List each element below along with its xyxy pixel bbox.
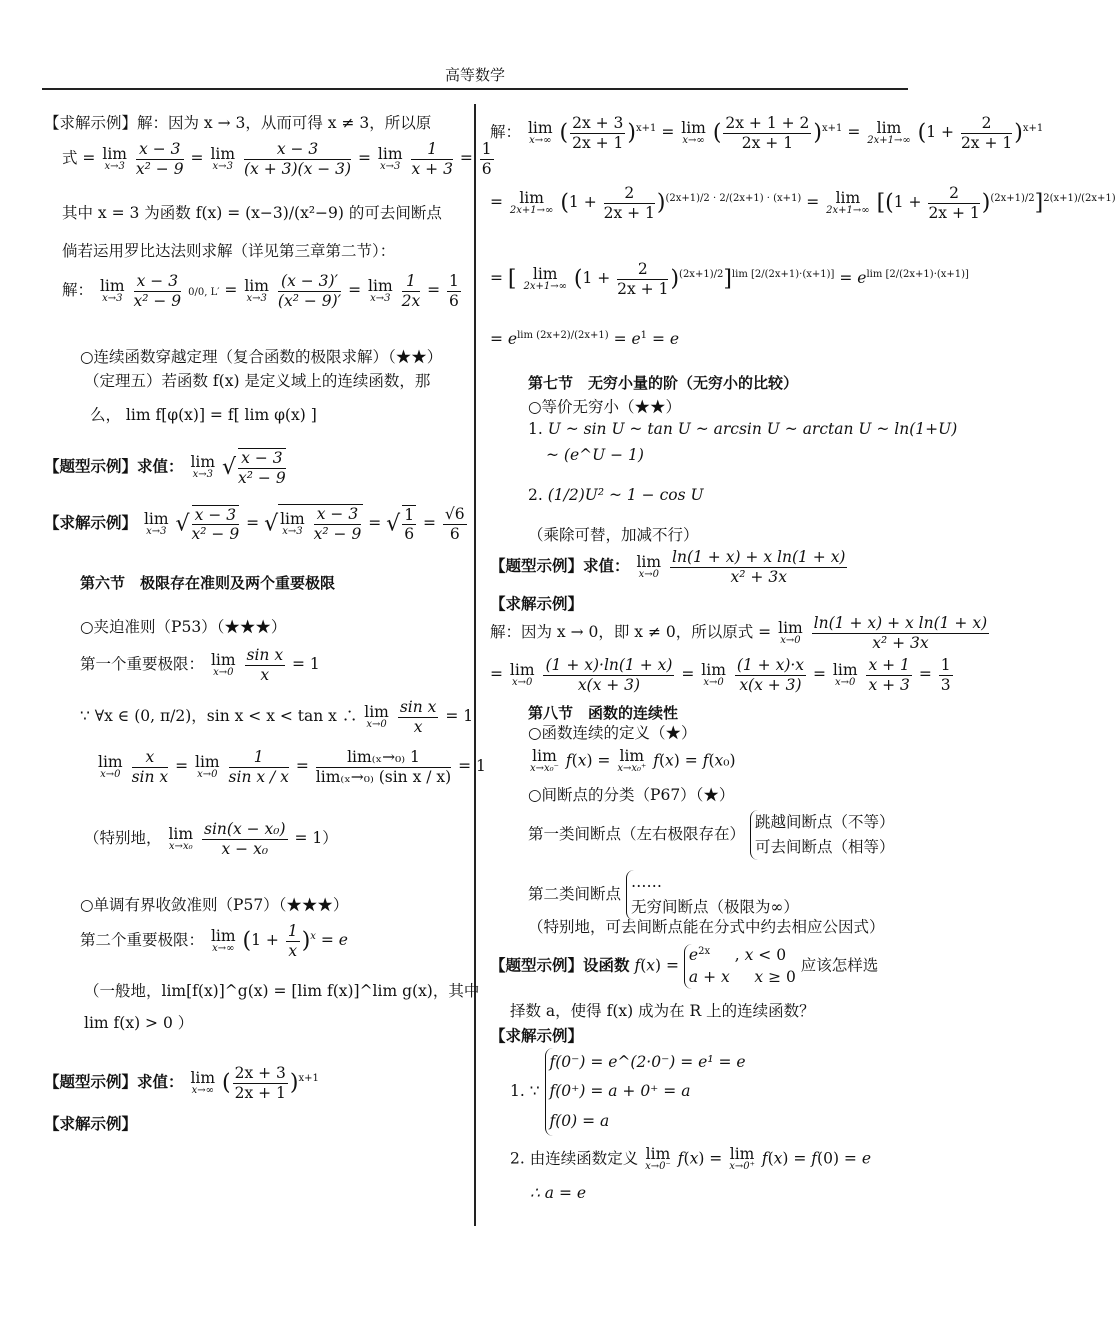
right-solution-label-2: 【求解示例】 [490, 1026, 584, 1045]
right-discontinuity-2: 第二类间断点 …… 无穷间断点（极限为∞） [528, 870, 799, 920]
right-solution-step-1: 1. ∵ f(0⁻) = e^(2·0⁻) = e¹ = e f(0⁺) = a + 0⁺ = a f(0) = a [510, 1048, 746, 1136]
left-line-16: ○单调有界收敛准则（P57）（★★★） [80, 896, 349, 914]
right-discontinuity-1: 第一类间断点（左右极限存在） 跳越间断点（不等） 可去间断点（相等） [528, 810, 894, 860]
right-formula-5: 解：因为 x → 0，即 x ≠ 0，所以原式 = lim x→0 $\frac{\text{ln(1 + x) + x ln(1 + x)}}{\text{x² + 3x}}$ [490, 614, 988, 652]
right-equiv-1: 1. U ~ sin U ~ tan U ~ arcsin U ~ arctan U ~ ln(1+U) [528, 420, 958, 438]
right-formula-1: 解： lim x→∞ ( $\frac{2x + 3}{2x + 1}$ )$^{x+1}$ = lim x→∞ ( $\frac{2x + 1 + 2}{2x + 1}$ )$^{x+1}$ = lim 2x+1→∞ (1 + $\frac{2}{2x + 1}$ )$^{x+1}$ [490, 114, 1044, 152]
left-formula-7: 第二个重要极限： lim x→∞ (1 + $\frac{1}{x}$ )$^x$ = e [80, 922, 348, 960]
column-divider [474, 104, 476, 1226]
left-formula-2: 解： lim x→3 $\frac{x - 3}{\text{x² − 9}}$ 0/0, L′ = lim x→3 $\frac{(x - 3)'}{\text{(x² − 9)′}}$ = lim x→3 $\frac{1}{2x}$ = $\frac{1}{6}$ [62, 272, 459, 310]
left-line-4: 倘若运用罗比达法则求解（详见第三章第二节）： [62, 242, 396, 260]
right-line-10: ○间断点的分类（P67）（★） [528, 786, 735, 804]
right-formula-3: = [ lim 2x+1→∞ (1 + $\frac{2}{2x + 1}$ )$^{(2x+1)/2}]^{lim [2/(2x+1)\cdot(x+1)]} = e^{lim [2/(2x+1)\cdot(x+1)]}$ [490, 260, 969, 298]
header-rule [42, 88, 908, 90]
right-formula-6: = lim x→0 $\frac{(1 + x)\cdot\ln(1 + x)}{x(x + 3)}$ = lim x→0 $\frac{(1 + x)\cdot x}{x(x + 3)}$ = lim x→0 $\frac{x + 1}{x + 3}$ = $\frac{1}{3}$ [490, 656, 951, 694]
left-line-8: 么， lim f[φ(x)] = f[ lim φ(x) ] [90, 406, 317, 424]
left-formula-1: 式 = lim x→3 $\frac{x - 3}{\text{x² − 9}}$ = lim x→3 $\frac{x - 3}{(x + 3)(x - 3)}$ = lim x→3 $\frac{1}{x + 3}$ = $\frac{1}{6}$ [62, 140, 492, 178]
left-formula-6: （特别地， lim x→x₀ $\frac{\text{sin(x − x₀)}}{\text{x − x₀}}$ = 1） [84, 820, 338, 858]
right-conclusion: ∴ a = e [530, 1184, 587, 1202]
right-line-9: ○函数连续的定义（★） [528, 724, 697, 742]
left-line-11: ○夹迫准则（P53）（★★★） [80, 618, 287, 636]
right-formula-2: = lim 2x+1→∞ (1 + $\frac{2}{2x + 1}$ )$^{(2x+1)/2 \cdot 2/(2x+1) \cdot (x+1)}$ = lim 2x+1→∞ [(1 + $\frac{2}{2x + 1}$ )$^{(2x+1)/2}$]$^{2(x+1)/(2x+1)}$ [490, 184, 1116, 222]
right-formula-4: = $e^{lim (2x+2)/(2x+1)} = e^1 = e$ [490, 330, 680, 349]
left-example-2: 【题型示例】求值： lim x→∞ ( $\frac{2x + 3}{2x + 1}$ )$^{x+1}$ [44, 1064, 319, 1102]
right-line-5: （乘除可替，加减不行） [528, 526, 699, 544]
section-7-title: 第七节 无穷小量的阶（无穷小的比较） [528, 374, 799, 392]
left-example-1: 【题型示例】求值： lim x→3 √ $\frac{x - 3}{\text{x² − 9}}$ [44, 449, 286, 487]
right-equiv-1b: ~ (e^U − 1) [546, 446, 644, 464]
right-line-15: 择数 a，使得 f(x) 成为在 R 上的连续函数？ [510, 1002, 815, 1020]
left-formula-4: ∵ ∀x ∈ (0, π/2)，sin x < x < tan x ∴ lim x→0 $\frac{\text{sin x}}{x}$ = 1 [80, 698, 474, 736]
left-line-6: ○连续函数穿越定理（复合函数的极限求解）（★★） [80, 348, 443, 366]
right-line-13: （特别地，可去间断点能在分式中约去相应公因式） [528, 918, 885, 936]
left-solution-2-label: 【求解示例】 [44, 1114, 138, 1133]
right-example-2: 【题型示例】设函数 $f(x) = e^{2x}$ , x < 0 a + x x ≥ 0 应该怎样选 [490, 944, 878, 989]
right-solution-label: 【求解示例】 [490, 594, 584, 613]
right-solution-step-2: 2. 由连续函数定义 lim x→0⁻ f(x) = lim x→0⁺ f(x) = f(0) = e [510, 1145, 872, 1173]
left-line-18: （一般地，lim[f(x)]^g(x) = [lim f(x)]^lim g(x)，其中 [84, 982, 480, 1000]
left-line-3: 其中 x = 3 为函数 f(x) = (x−3)/(x²−9) 的可去间断点 [62, 204, 442, 222]
left-formula-5: lim x→0 $\frac{x}{\text{sin x}}$ = lim x→0 $\frac{1}{\text{sin x / x}}$ = $\frac{\text{lim₍ₓ→₀₎ 1}}{\text{lim₍ₓ→₀₎ (sin x / x)}}$ = 1 [98, 748, 486, 786]
right-equiv-2: 2. (1/2)U² ~ 1 − cos U [528, 486, 704, 504]
left-line-1: 【求解示例】解：因为 x → 3，从而可得 x ≠ 3，所以原 [44, 114, 432, 132]
section-6-title: 第六节 极限存在准则及两个重要极限 [80, 574, 336, 592]
left-line-7: （定理五）若函数 f(x) 是定义域上的连续函数，那 [84, 372, 431, 390]
right-example-1: 【题型示例】求值： lim x→0 $\frac{\text{ln(1 + x) + x ln(1 + x)}}{\text{x² + 3x}}$ [490, 548, 846, 586]
page-header: 高等数学 [444, 66, 505, 84]
section-8-title: 第八节 函数的连续性 [528, 704, 679, 722]
right-line-2: ○等价无穷小（★★） [528, 398, 682, 416]
left-line-19: lim f(x) > 0 ） [84, 1014, 194, 1032]
left-formula-3: 第一个重要极限： lim x→0 $\frac{\text{sin x}}{x}$ = 1 [80, 646, 320, 684]
right-continuity-def: lim x→x₀⁻ f(x) = lim x→x₀⁺ f(x) = f(x₀) [530, 747, 736, 775]
left-solution-1: 【求解示例】 lim x→3 √ $\frac{x - 3}{\text{x² − 9}}$ = √ lim x→3 $\frac{x - 3}{\text{x² − 9}}$ = √ $\frac{1}{6}$ = $\frac{√6}{6}$ [44, 505, 465, 544]
